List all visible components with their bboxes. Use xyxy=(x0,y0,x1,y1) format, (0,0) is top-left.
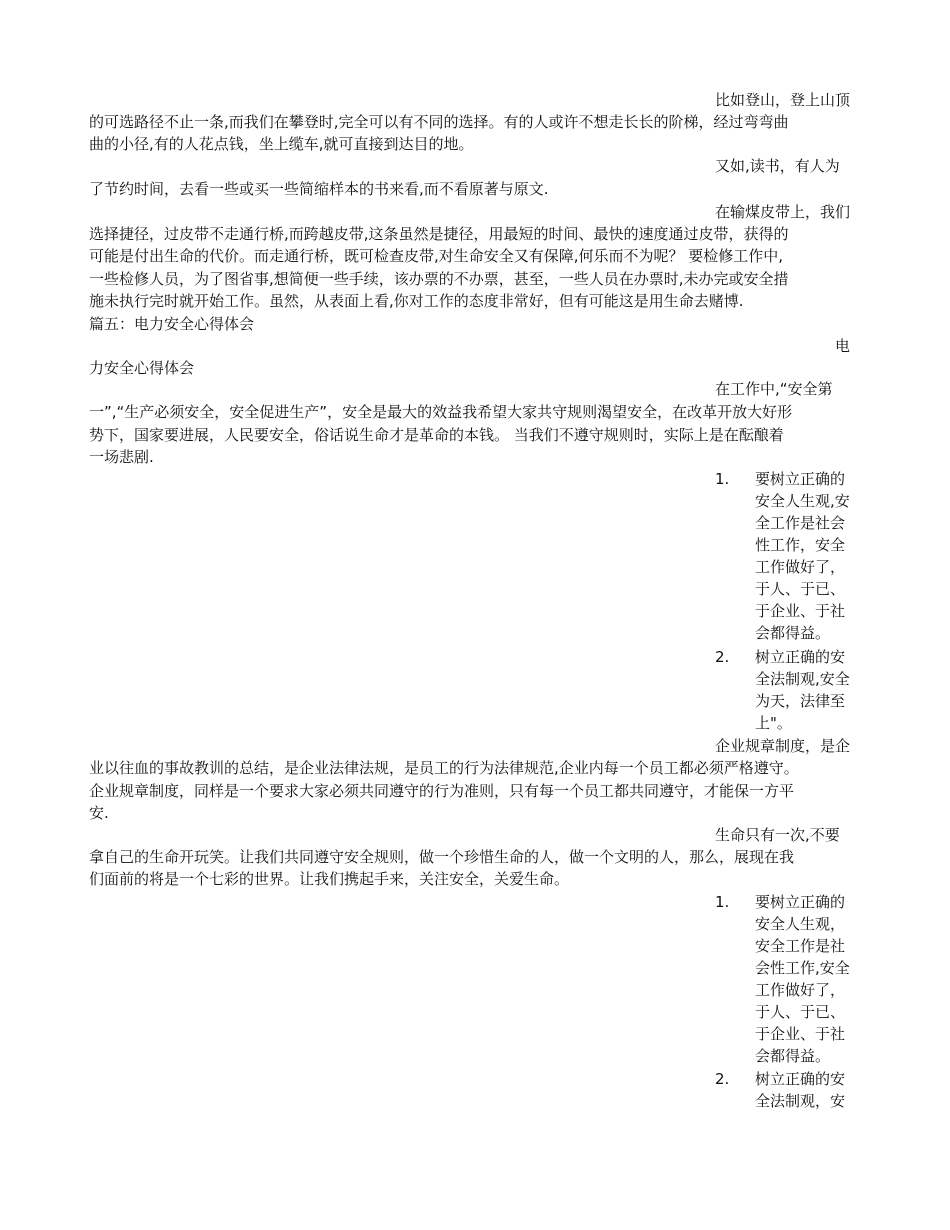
paragraph-line: 比如登山，登上山顶 xyxy=(715,91,851,109)
paragraph-line: 一场悲剧. xyxy=(89,448,154,466)
paragraph-line: 一”,“生产必须安全，安全促进生产”，安全是最大的效益我希望大家共守规则渴望安全，在改革开放大好形 xyxy=(89,403,793,421)
list-item: 要树立正确的 安全人生观,安 全工作是社会 性工作，安全 工作做好了， 于人、于已、 于企业、于社 会都得益。 xyxy=(755,470,850,642)
paragraph-line: 企业规章制度，是企 xyxy=(715,737,851,755)
paragraph-line: 了节约时间，去看一些或买一些简缩样本的书来看,而不看原著与原文. xyxy=(89,180,549,198)
list-item: 树立正确的安 全法制观,安全 为天，法律至 上"。 xyxy=(755,648,850,732)
paragraph-line: 在工作中,“安全第 xyxy=(715,380,833,398)
paragraph-line: 势下，国家要进展，人民要安全，俗话说生命才是革命的本钱。 当我们不遵守规则时，实际上是在酝酿着 xyxy=(89,426,784,444)
paragraph-line: 生命只有一次,不要 xyxy=(715,826,840,844)
section-heading: 篇五：电力安全心得体会 xyxy=(89,315,255,333)
list-number: 1. xyxy=(715,893,730,911)
list-number: 2. xyxy=(715,648,730,666)
paragraph-line: 业以往血的事故教训的总结，是企业法律法规，是员工的行为法律规范,企业内每一个员工都必须严格遵守。 xyxy=(89,759,799,777)
list-item: 要树立正确的 安全人生观， 安全工作是社 会性工作,安全 工作做好了， 于人、于已、 于企业、于社 会都得益。 xyxy=(755,893,850,1065)
paragraph-line: 曲的小径,有的人花点钱，坐上缆车,就可直接到达目的地。 xyxy=(89,135,474,153)
paragraph-line: 们面前的将是一个七彩的世界。让我们携起手来，关注安全，关爱生命。 xyxy=(89,870,570,888)
paragraph-line: 企业规章制度，同样是一个要求大家必须共同遵守的行为准则，只有每一个员工都共同遵守，才能保一方平 xyxy=(89,782,795,800)
list-number: 1. xyxy=(715,470,730,488)
paragraph-line: 在输煤皮带上，我们 xyxy=(715,203,851,221)
paragraph-line: 的可选路径不止一条,而我们在攀登时,完全可以有不同的选择。有的人或许不想走长长的阶梯，经过弯弯曲 xyxy=(89,113,789,131)
paragraph-line: 拿自己的生命开玩笑。让我们共同遵守安全规则，做一个珍惜生命的人，做一个文明的人，那么，展现在我 xyxy=(89,848,795,866)
paragraph-line: 可能是付出生命的代价。而走通行桥，既可检查皮带,对生命安全又有保障,何乐而不为呢？ 要检修工作中, xyxy=(89,247,784,265)
list-number: 2. xyxy=(715,1070,730,1088)
list-item: 树立正确的安 全法制观，安 xyxy=(755,1070,846,1110)
title-line: 力安全心得体会 xyxy=(89,359,195,377)
title-line: 电 xyxy=(835,337,851,355)
paragraph-line: 安. xyxy=(89,804,109,822)
paragraph-line: 一些检修人员，为了图省事,想简便一些手续，该办票的不办票，甚至，一些人员在办票时,未办完或安全措 xyxy=(89,270,789,288)
paragraph-line: 施未执行完时就开始工作。虽然，从表面上看,你对工作的态度非常好，但有可能这是用生命去赌博. xyxy=(89,292,744,310)
paragraph-line: 选择捷径，过皮带不走通行桥,而跨越皮带,这条虽然是捷径，用最短的时间、最快的速度通过皮带，获得的 xyxy=(89,225,789,243)
paragraph-line: 又如,读书，有人为 xyxy=(715,157,840,175)
